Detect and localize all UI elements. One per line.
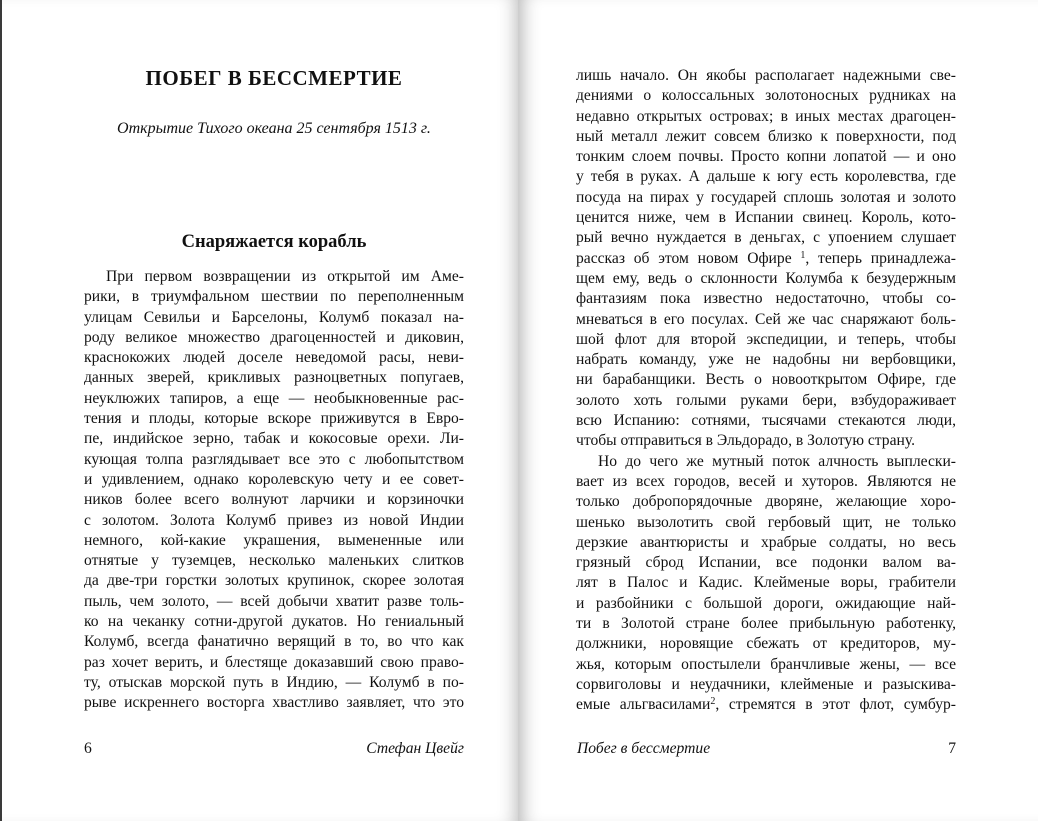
footnote-marker[interactable]: 1 [800,249,806,261]
text-line: краснокожих людей доселе неведомой расы, неви- [84,349,464,367]
text-line: рики, в триумфальном шествии по переполненным [84,288,464,306]
text-fragment: , теперь принадлежа- [805,249,956,267]
text-line: рыве искреннего восторга хвастливо заявляет, что это [84,694,464,712]
text-line: раз хочет верить, и блестяще доказавший свою право- [84,653,464,671]
text-line: Но до чего же мутный поток алчность выплески- [598,452,956,470]
text-fragment: рассказ об этом новом Офире [576,249,792,267]
text-fragment: емые альгвасилами [576,696,711,714]
text-line: неуклюжих тапиров, а еще — необыкновенные рас- [84,389,464,407]
text-line: роду великое множество драгоценностей и диковин, [84,328,464,346]
text-line: недавно открытых островах; в иных местах драгоцен- [576,107,956,125]
text-line: шой флот для второй экспедиции, и теперь, чтобы [576,330,956,348]
text-line: кующая толпа разглядывает все это с любопытством [84,450,464,468]
text-line: тения и плоды, которые вскоре приживутся в Евро- [84,410,464,428]
epigraph: Открытие Тихого океана 25 сентября 1513 г. [117,120,431,137]
text-line: немного, кой-какие украшения, вымененные или [84,531,464,549]
text-line: шенько вызолотить свой гербовый щит, не только [576,513,956,531]
text-line: и разбойники с большой дороги, ожидающие най- [576,594,956,612]
text-line: ни барабанщики. Весть о новооткрытом Офире, где [576,371,956,389]
text-line: Колумб, всегда фанатично верящий в то, во что как [84,633,464,651]
text-line: с золотом. Золота Колумб привез из новой Индии [84,511,464,529]
text-line: дениями о колоссальных золотоносных рудниках на [576,87,956,105]
text-line: у тебя в руках. А дальше к югу есть королевства, где [576,168,956,186]
page-number-right: 7 [948,740,956,757]
text-line: улицам Севильи и Барселоны, Колумб показал на- [84,308,464,326]
text-line: жья, которым опостылели бранчливые жены, — все [576,655,956,673]
text-line: и удивлением, однако королевскую чету и ее совет- [84,470,464,488]
text-line: сорвиголовы и неудачники, клейменые и разыскива- [576,675,956,693]
text-line: набрать команду, уже не надобны ни вербовщики, [576,351,956,369]
left-page-text [84,267,464,714]
text-line: всю Испанию: сотнями, тысячами стекаются люди, [576,412,956,430]
text-line: мневаться в его посулах. Сей же час снаряжают боль- [576,310,956,328]
text-line: При первом возвращении из открытой им Аме- [106,268,464,285]
text-line: дерзкие авантюристы и храбрые солдаты, но весь [576,533,956,551]
text-line: ко на чеканку сотни-другой дукатов. Но гениальный [84,613,464,631]
text-line: тонким слоем почвы. Просто копни лопатой — и оно [576,148,956,166]
text-line [576,249,956,269]
text-line: грязный сброд Испании, все подонки валом ва- [576,554,956,572]
text-line: ников более всего волнуют ларчики и корзиночки [84,491,464,509]
text-line: ти в Золотой стране более прибыльную работенку, [576,615,956,633]
section-title: Снаряжается корабль [181,232,367,252]
right-page-text [576,66,956,716]
chapter-title: ПОБЕГ В БЕССМЕРТИЕ [145,66,403,90]
text-line: да две-три горстки золотых крупинок, скорее золотая [84,572,464,590]
running-head-title: Побег в бессмертие [577,740,711,757]
text-line: лят в Палос и Кадис. Клейменые воры, грабители [576,574,956,592]
text-line: фантазиям пока известно недостаточно, чтобы со- [576,290,956,308]
running-head-author: Стефан Цвейг [366,740,464,757]
text-line: лишь начало. Он якобы располагает надежными све- [576,67,956,84]
text-line: должники, норовящие сбежать от кредиторов, му- [576,635,956,653]
text-line: ценится ниже, чем в Испании свинец. Король, кото- [576,209,956,227]
text-line: чтобы отправиться в Эльдорадо, в Золотую страну. [576,432,915,450]
text-line: щем ему, ведь о склонности Колумба к безудержным [576,269,956,287]
text-line: ту, отыскав морской путь в Индию, — Колумб в по- [84,673,464,691]
text-line [576,695,956,715]
text-line: посуда на пирах у государей сплошь золотая и золото [576,188,956,206]
footnote-marker[interactable]: 2 [710,696,716,708]
text-line: только добропорядочные дворяне, желающие хоро- [576,493,956,511]
text-fragment: , стремятся в этот флот, сумбур- [715,696,956,714]
text-line: пе, индийское зерно, табак и кокосовые орехи. Ли- [84,430,464,448]
text-line: рый вечно нуждается в деньгах, с упоением слушает [576,229,956,247]
text-line: отнятые у туземцев, несколько маленьких слитков [84,552,464,570]
text-line: пыль, чем золото, — всей добычи хватит разве толь- [84,592,464,610]
text-line: золото хоть голыми руками бери, взбудораживает [576,391,956,409]
text-line: вает из всех городов, весей и хуторов. Являются не [576,472,956,490]
text-line: ный металл лежит совсем близко к поверхности, под [576,127,956,145]
text-line: данных зверей, крикливых разноцветных попугаев, [84,369,464,387]
page-number-left: 6 [84,740,92,757]
